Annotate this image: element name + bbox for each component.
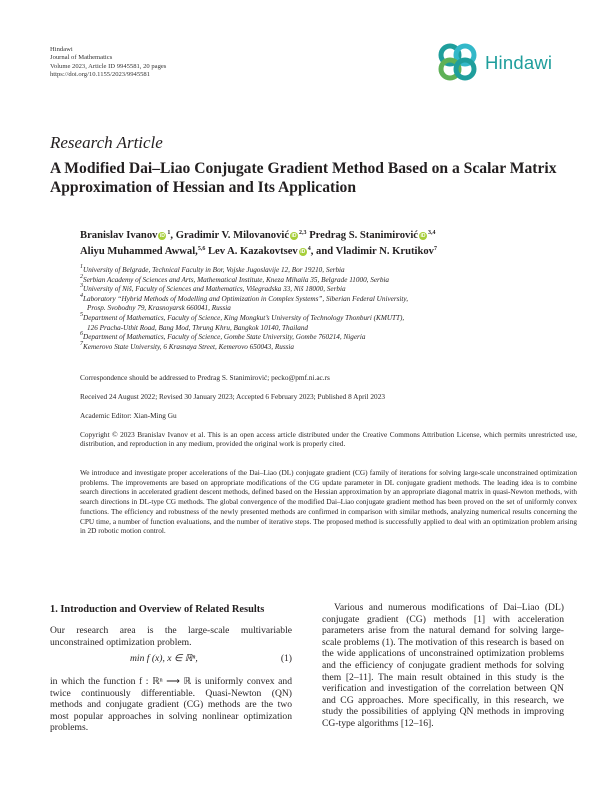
article-type: Research Article (50, 133, 163, 152)
orcid-icon[interactable]: iD (291, 233, 297, 239)
journal-meta (50, 46, 166, 80)
orcid-icon[interactable]: iD (420, 233, 426, 239)
body-paragraph: in which the function f : ℝⁿ ⟶ ℝ is uniformly convex and twice continuously differentiable. Quasi-Newton (QN) methods and conjugate gradient (CG) methods are the two most popular approaches in solving nonlinear optimization problems. (50, 676, 292, 734)
affiliation-list (80, 266, 580, 352)
equation-1 (50, 653, 292, 667)
academic-editor: Academic Editor: Xian-Ming Gu (80, 411, 177, 420)
copyright-notice: Copyright © 2023 Branislav Ivanov et al. This is an open access article distributed under the Creative Commons Attribution License, which permits unrestricted use, distribution, and reproduction in any medium, provided the original work is properly cited. (80, 430, 577, 449)
hindawi-logo-icon (436, 42, 480, 82)
paper-title: A Modified Dai–Liao Conjugate Gradient Method Based on a Scalar Matrix Approximation of Hessian and Its Application (50, 160, 557, 196)
author: Lev A. Kazakovtsev iD $^4$, (207, 246, 317, 257)
abstract: We introduce and investigate proper accelerations of the Dai–Liao (DL) conjugate gradient (CG) family of iterations for solving large-scale unconstrained optimization problems. The improvements are based on appropriate modifications of the CG update parameter in DL conjugate gradient methods. The leading idea is to combine search directions in accelerated gradient descent methods, defined based on the Hessian approximation by an appropriate diagonal matrix in quasi-Newton methods, with search directions in DL-type CG methods. The global convergence of the modified Dai–Liao conjugate gradient method has been proved on the set of uniformly convex functions. The efficiency and robustness of the newly presented methods are confirmed in comparison with similar methods, analyzing numerical results concerning the CPU time, a number of function evaluations, and the number of iterative steps. The proposed method is successfully applied to deal with an optimization problem arising in 2D robotic motion control. (80, 468, 577, 536)
publication-dates: Received 24 August 2022; Revised 30 January 2023; Accepted 6 February 2023; Published 8 April 2023 (80, 392, 386, 401)
affiliation: $^1$University of Belgrade, Technical Faculty in Bor, Vojske Jugoslavije 12, Bor 19210, Serbia (80, 264, 345, 274)
affiliation: $^3$University of Niš, Faculty of Sciences and Mathematics, Višegradska 33, Niš 18000, Serbia (80, 283, 346, 294)
affiliation: $^6$Department of Mathematics, Faculty of Science, Gombe State University, Gombe 760214, Nigeria (80, 331, 366, 342)
volume-info: Volume 2023, Article ID 9945581, 20 pages (50, 62, 167, 70)
author: and Vladimir N. Krutikov$^7$ (316, 246, 437, 257)
equation-number: (1) (280, 653, 292, 664)
hindawi-logo (436, 42, 564, 82)
equation-text: min f (x), x ∈ ℝⁿ, (130, 653, 198, 664)
orcid-icon[interactable]: iD (300, 249, 306, 255)
author: Branislav Ivanov iD $^1$, (80, 230, 176, 241)
correspondence: Correspondence should be addressed to Predrag S. Stanimirović; pecko@pmf.ni.ac.rs (80, 373, 330, 382)
section-heading: 1. Introduction and Overview of Related Results (50, 604, 265, 615)
affiliation: $^4$Laboratory “Hybrid Methods of Modelling and Optimization in Complex Systems”, Siberian Federal University, Prosp. Svobodny 79, Krasnoyarsk 660041, Russia (80, 292, 409, 313)
publisher-name: Hindawi (50, 46, 73, 53)
author-list (80, 228, 580, 260)
author: Gradimir V. Milovanović iD $^{2,3}$ (175, 230, 307, 241)
hindawi-logo-text: Hindawi (485, 52, 553, 73)
body-paragraph: Various and numerous modifications of Dai–Liao (DL) conjugate gradient (CG) methods [1] with acceleration parameters arise from the natural demand for solving large-scale problems (1). The motivation of this research is based on the wide applications of unconstrained optimization problems and the efficiency of conjugate gradient methods for solving them [2–11]. The main result obtained in this study is the verification and investigation of the correlation between QN and CG approaches. More specifically, in this research, we study the possibilities of applying QN methods in improving CG-type algorithms [12–16]. (322, 602, 564, 729)
orcid-icon[interactable]: iD (159, 233, 165, 239)
affiliation: $^7$Kemerovo State University, 6 Krasnaya Street, Kemerovo 650043, Russia (80, 340, 295, 351)
body-paragraph: Our research area is the large-scale multivariable unconstrained optimization problem. (50, 625, 292, 648)
author: Predrag S. Stanimirović iD $^{3,4}$ (309, 230, 436, 241)
affiliation: $^5$Department of Mathematics, Faculty of Science, King Mongkut’s University of Technology Thonburi (KMUTT), 126 Pracha-Uthit Road, Bang Mod, Thrung Khru, Bangkok 10140, Thailand (80, 311, 405, 332)
affiliation: $^2$Serbian Academy of Sciences and Arts, Mathematical Institute, Kneza Mihaila 35, Belgrade 11000, Serbia (80, 273, 390, 284)
journal-name: Journal of Mathematics (50, 54, 113, 62)
doi-link[interactable]: https://doi.org/10.1155/2023/9945581 (50, 71, 151, 79)
author: Aliyu Muhammed Awwal,$^{5,6}$ (80, 246, 206, 257)
